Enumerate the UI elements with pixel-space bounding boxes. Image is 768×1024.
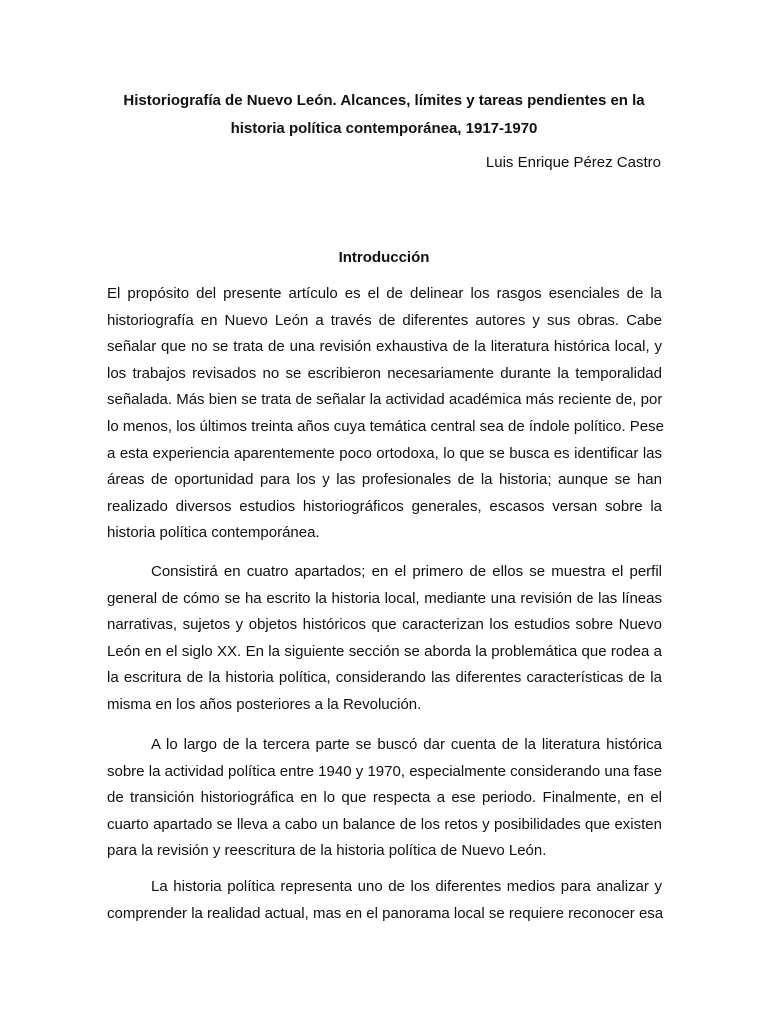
paragraph-line: narrativas, sujetos y objetos históricos que caracterizan los estudios sobre Nuevo — [107, 616, 662, 634]
paragraph-line: sobre la actividad política entre 1940 y 1970, especialmente considerando una fase — [107, 762, 662, 780]
title-line-2: historia política contemporánea, 1917-1970 — [230, 120, 538, 137]
paragraph-line: general de cómo se ha escrito la historia local, mediante una revisión de las líneas — [107, 589, 662, 607]
title-line-1: Historiografía de Nuevo León. Alcances, límites y tareas pendientes en la — [123, 92, 645, 109]
paragraph-line: la escritura de la historia política, considerando las diferentes características de la — [107, 669, 662, 687]
paragraph-line: para la revisión y reescritura de la historia política de Nuevo León. — [107, 842, 547, 860]
paragraph-line: La historia política representa uno de los diferentes medios para analizar y — [151, 878, 662, 895]
section-heading: Introducción — [338, 249, 430, 266]
paragraph-line: realizado diversos estudios historiográficos generales, escasos versan sobre la — [107, 497, 662, 515]
paragraph-line: señalar que no se trata de una revisión exhaustiva de la literatura histórica local, y — [107, 338, 662, 356]
paragraph-line: a esta experiencia aparentemente poco ortodoxa, lo que se busca es identificar las — [107, 444, 662, 462]
paragraph-line: Consistirá en cuatro apartados; en el primero de ellos se muestra el perfil — [151, 563, 662, 580]
paragraph-line: El propósito del presente artículo es el de delinear los rasgos esenciales de la — [107, 285, 662, 302]
paragraph-line: A lo largo de la tercera parte se buscó dar cuenta de la literatura histórica — [151, 736, 662, 753]
paragraph-line: León en el siglo XX. En la siguiente sección se aborda la problemática que rodea a — [107, 642, 662, 660]
paragraph-line: historia política contemporánea. — [107, 524, 320, 542]
paragraph-line: misma en los años posteriores a la Revolución. — [107, 695, 422, 713]
author-name: Luis Enrique Pérez Castro — [485, 154, 661, 171]
paragraph-line: de transición historiográfica en lo que respecta a ese periodo. Finalmente, en el — [107, 789, 662, 807]
paragraph-line: historiografía en Nuevo León a través de diferentes autores y sus obras. Cabe — [107, 311, 662, 329]
paragraph-2 — [107, 559, 662, 719]
paragraph-3 — [107, 732, 662, 865]
paragraph-4 — [107, 874, 662, 927]
paragraph-line: lo menos, los últimos treinta años cuya temática central sea de índole político. Pese — [107, 417, 664, 435]
paragraph-line: comprender la realidad actual, mas en el panorama local se requiere reconocer esa — [107, 904, 664, 922]
paragraph-line: señalada. Más bien se trata de señalar la actividad académica más reciente de, por — [107, 391, 663, 409]
document-title — [100, 87, 668, 143]
paragraph-1 — [107, 281, 662, 547]
paragraph-line: los trabajos revisados no se escribieron necesariamente durante la temporalidad — [107, 364, 662, 382]
paragraph-line: áreas de oportunidad para los y las profesionales de la historia; aunque se han — [107, 471, 662, 489]
paragraph-line: cuarto apartado se lleva a cabo un balance de los retos y posibilidades que existen — [107, 815, 662, 833]
